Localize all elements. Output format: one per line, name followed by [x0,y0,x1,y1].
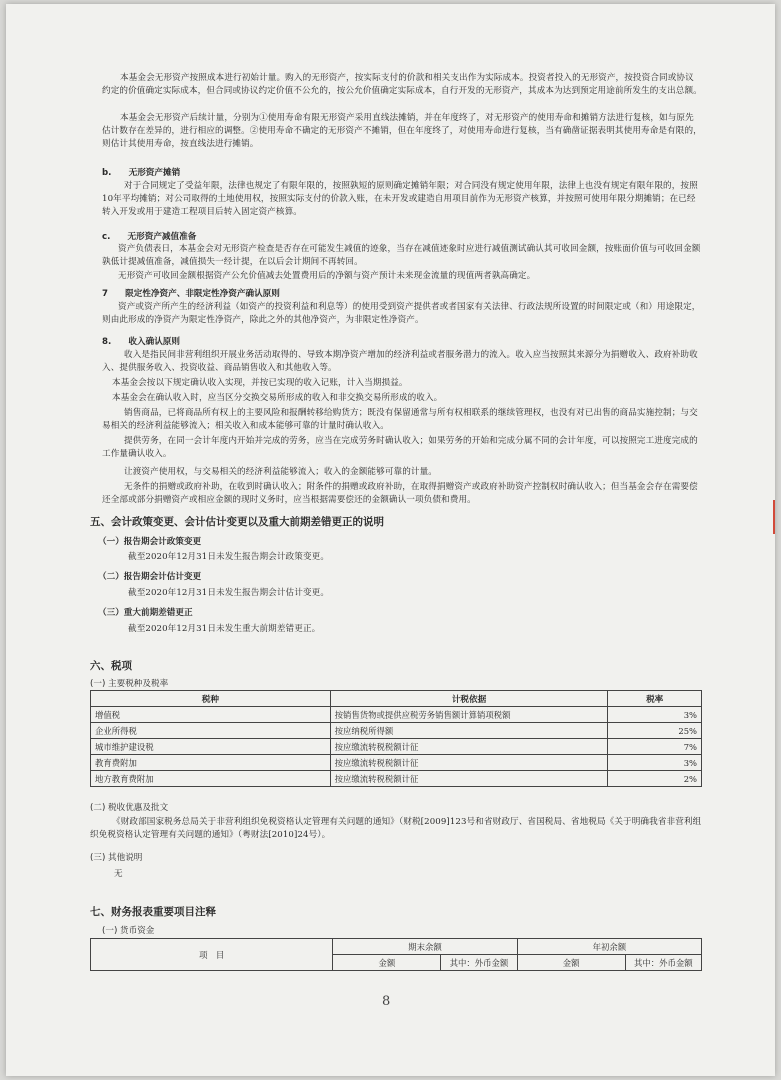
cell-tax: 教育费附加 [91,755,331,771]
cell-basis: 按应缴流转税税额计征 [330,771,608,787]
cell-rate: 2% [608,771,702,787]
paragraph-intangible-subsequent: 本基金会无形资产后续计量，分别为①使用寿命有限无形资产采用直线法摊销，并在年度终了，对无形资产的使用寿命和摊销方法进行复核，如与原先估计数存在差异的，进行相应的调整。②使用寿命不确定的无形资产不摊销，但在年度终了，对使用寿命进行复核，当有确凿证据表明其使用寿命是有限的，则估计其使用寿命，按直线法进行摊销。 [102,113,702,149]
table-row [91,723,702,739]
table-header-row [91,939,702,955]
cell-tax: 增值税 [91,707,331,723]
table-header-tax: 税种 [91,691,331,707]
page-number: 8 [382,994,391,1009]
paragraph-services: 提供劳务，在同一会计年度内开始并完成的劳务，应当在完成劳务时确认收入；如果劳务的开始和完成分属不同的会计年度，可以按照完工进度完成的工作量确认收入。 [102,436,698,459]
paragraph-usage-rights: 让渡资产使用权，与交易相关的经济利益能够流入；收入的金额能够可靠的计量。 [124,467,437,477]
cell-rate: 7% [608,739,702,755]
section5-sub2-text: 截至2020年12月31日未发生报告期会计估计变更。 [128,588,330,598]
paragraph-amortization: 对于合同规定了受益年限，法律也规定了有限年限的，按照孰短的原则确定摊销年限；对合同没有规定使用年限，法律上也没有规定有限年限的，按照10年平均摊销；对公司取得的土地使用权，按照实际支付的价款入账，在未开发或建造自用项目前作为无形资产核算，并按照可使用年限分期摊销；在已经转入开发或用于建造工程项目后转入固定资产核算。 [102,181,698,217]
heading-8: 8. 收入确认原则 [102,337,180,347]
cell-basis: 按应缴流转税税额计征 [330,755,608,771]
paragraph-sales: 销售商品，已将商品所有权上的主要风险和报酬转移给购货方；既没有保留通常与所有权相联系的继续管理权，也没有对已出售的商品实施控制；与交易相关的经济利益能够流入；相关收入和成本能够可靠的计量时确认收入。 [102,408,698,431]
cell-begin-amount: 金额 [517,955,625,971]
heading-c: c. 无形资产减值准备 [102,232,197,242]
paragraph-revenue-rule: 本基金会按以下规定确认收入实现，并按已实现的收入记账，计入当期损益。 [112,378,408,388]
section6-sub1: (一) 主要税种及税率 [90,679,169,689]
section5-sub1: （一）报告期会计政策变更 [98,537,202,547]
table-header-row [91,691,702,707]
cell-end-balance-header: 期末余额 [333,939,517,955]
paragraph-donations: 无条件的捐赠或政府补助，在收到时确认收入；附条件的捐赠或政府补助，在取得捐赠资产或政府补助资产控制权时确认收入；但当基金会存在需要偿还全部或部分捐赠资产或相应金额的现时义务时，应当根据需要偿还的金额确认一项负债和费用。 [102,482,698,505]
heading-b: b. 无形资产摊销 [102,168,181,178]
paragraph-net-assets: 资产或资产所产生的经济利益（如资产的投资利益和利息等）的使用受到资产提供者或者国家有关法律、行政法规所设置的时间限定或（和）用途限定，则由此形成的净资产为限定性净资产，除此之外的其他净资产，为非限定性净资产。 [102,302,701,325]
cell-rate: 25% [608,723,702,739]
paragraph-intangible-initial: 本基金会无形资产按照成本进行初始计量。购入的无形资产，按实际支付的价款和相关支出作为实际成本。投资者投入的无形资产，按投资合同或协议约定的价值确定实际成本，但合同或协议约定价值不公允的，按公允价值确定实际成本，自行开发的无形资产，其成本为达到预定用途前所发生的支出总额。 [102,73,702,96]
cell-begin-balance-header: 年初余额 [517,939,701,955]
paragraph-revenue-def: 收入是指民间非营利组织开展业务活动取得的、导致本期净资产增加的经济利益或者服务潜力的流入。收入应当按照其来源分为捐赠收入、政府补助收入、提供服务收入、投资收益、商品销售收入和其他收入等。 [102,350,698,373]
section6-sub2-text: 《财政部国家税务总局关于非营利组织免税资格认定管理有关问题的通知》（财税[2009]123号和省财政厅、省国税局、省地税局《关于明确我省非营利组织免税资格认定管理有关问题的通知》（粤财法[2010]24号）。 [90,817,702,840]
table-row [91,755,702,771]
tax-table [90,690,702,787]
cell-basis: 按应纳税所得额 [330,723,608,739]
heading-7: 7 限定性净资产、非限定性净资产确认原则 [102,289,280,299]
edge-mark [773,500,775,534]
table-row [91,771,702,787]
section6-sub3-text: 无 [114,869,123,879]
cell-end-foreign: 其中：外币金额 [441,955,517,971]
cell-rate: 3% [608,755,702,771]
document-page [6,4,775,1076]
section7-title: 七、财务报表重要项目注释 [90,906,216,918]
section7-sub1: (一) 货币资金 [102,926,155,936]
paragraph-recoverable: 无形资产可收回金额根据资产公允价值减去处置费用后的净额与资产预计未来现金流量的现值两者孰高确定。 [118,271,536,281]
paragraph-impairment: 资产负债表日，本基金会对无形资产检查是否存在可能发生减值的迹象，当存在减值迹象时应进行减值测试确认其可收回金额，按账面价值与可收回金额孰低计提减值准备，减值损失一经计提，在以后会计期间不再转回。 [102,244,701,267]
cell-tax: 地方教育费附加 [91,771,331,787]
paragraph-revenue-type: 本基金会在确认收入时，应当区分交换交易所形成的收入和非交换交易所形成的收入。 [112,393,443,403]
cell-rate: 3% [608,707,702,723]
cell-tax: 企业所得税 [91,723,331,739]
table-row [91,739,702,755]
cell-basis: 按应缴流转税税额计征 [330,739,608,755]
section5-title: 五、会计政策变更、会计估计变更以及重大前期差错更正的说明 [90,516,384,528]
section6-title: 六、税项 [90,660,132,672]
section6-sub2: (二) 税收优惠及批文 [90,803,169,813]
section5-sub3-text: 截至2020年12月31日未发生重大前期差错更正。 [128,624,321,634]
table-header-basis: 计税依据 [330,691,608,707]
cell-end-amount: 金额 [333,955,441,971]
cash-table [90,938,702,971]
cell-tax: 城市维护建设税 [91,739,331,755]
cell-item-header: 项 目 [91,939,333,971]
cell-begin-foreign: 其中：外币金额 [625,955,701,971]
section5-sub1-text: 截至2020年12月31日未发生报告期会计政策变更。 [128,552,330,562]
section5-sub3: （三）重大前期差错更正 [98,608,193,618]
section6-sub3: (三) 其他说明 [90,853,143,863]
table-row [91,707,702,723]
section5-sub2: （二）报告期会计估计变更 [98,572,202,582]
table-header-rate: 税率 [608,691,702,707]
cell-basis: 按销售货物或提供应税劳务销售额计算销项税额 [330,707,608,723]
